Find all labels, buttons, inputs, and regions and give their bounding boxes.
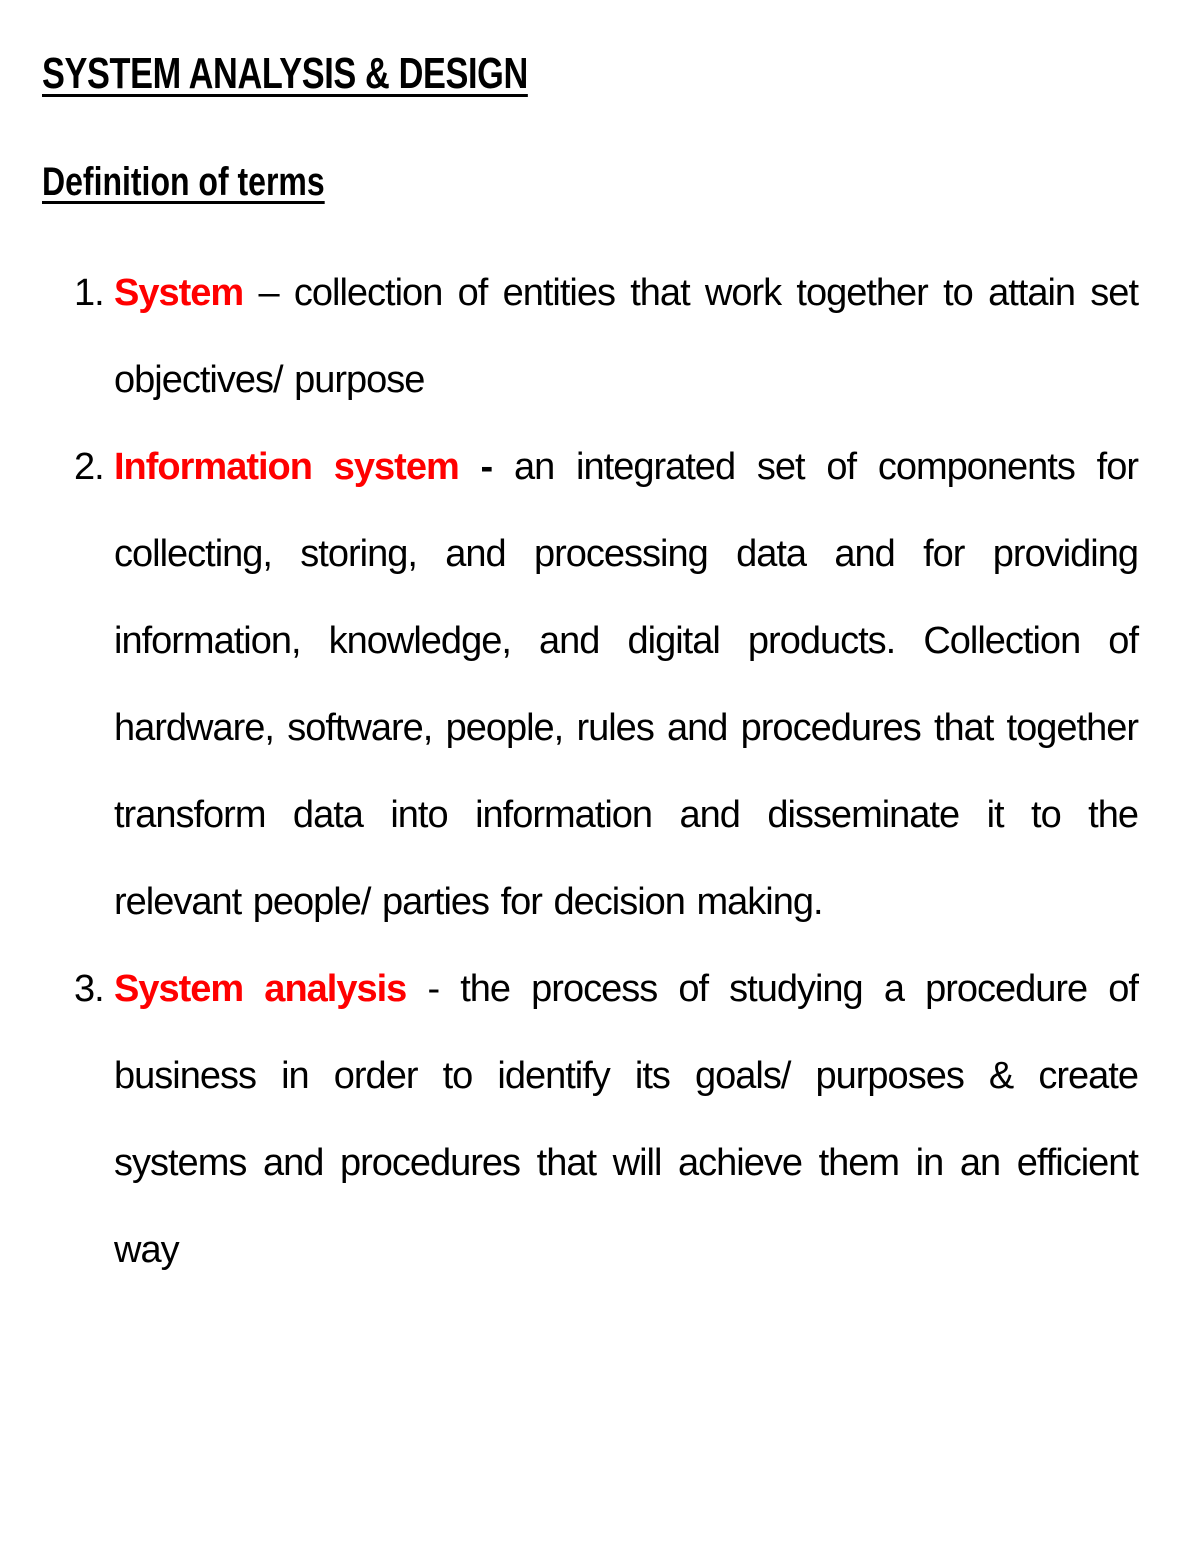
term-separator: - xyxy=(427,968,440,1010)
definition-list xyxy=(70,250,1138,1294)
term-definition: an integrated set of components for collecting, storing, and processing data and for providing information, knowledge, and digital products. Collection of hardware, software, people, rules and procedures that together transform data into information and disseminate it to the relevant people/ parties for decision making. xyxy=(114,446,1138,923)
term-name: Information system xyxy=(114,446,459,488)
term-definition: collection of entities that work together to attain set objectives/ purpose xyxy=(114,272,1138,401)
list-item xyxy=(70,946,1138,1294)
list-number: 3. xyxy=(74,968,104,1010)
list-item xyxy=(70,250,1138,424)
list-item xyxy=(70,424,1138,946)
document-title: SYSTEM ANALYSIS & DESIGN xyxy=(42,49,528,98)
term-separator: - xyxy=(480,446,493,488)
term-separator: – xyxy=(258,272,279,314)
term-definition: the process of studying a procedure of business in order to identify its goals/ purposes & create systems and procedures that will achieve them in an efficient way xyxy=(114,968,1138,1271)
section-heading: Definition of terms xyxy=(42,160,325,204)
term-name: System xyxy=(114,272,244,314)
list-number: 2. xyxy=(74,446,104,488)
list-number: 1. xyxy=(74,272,104,314)
term-name: System analysis xyxy=(114,968,407,1010)
